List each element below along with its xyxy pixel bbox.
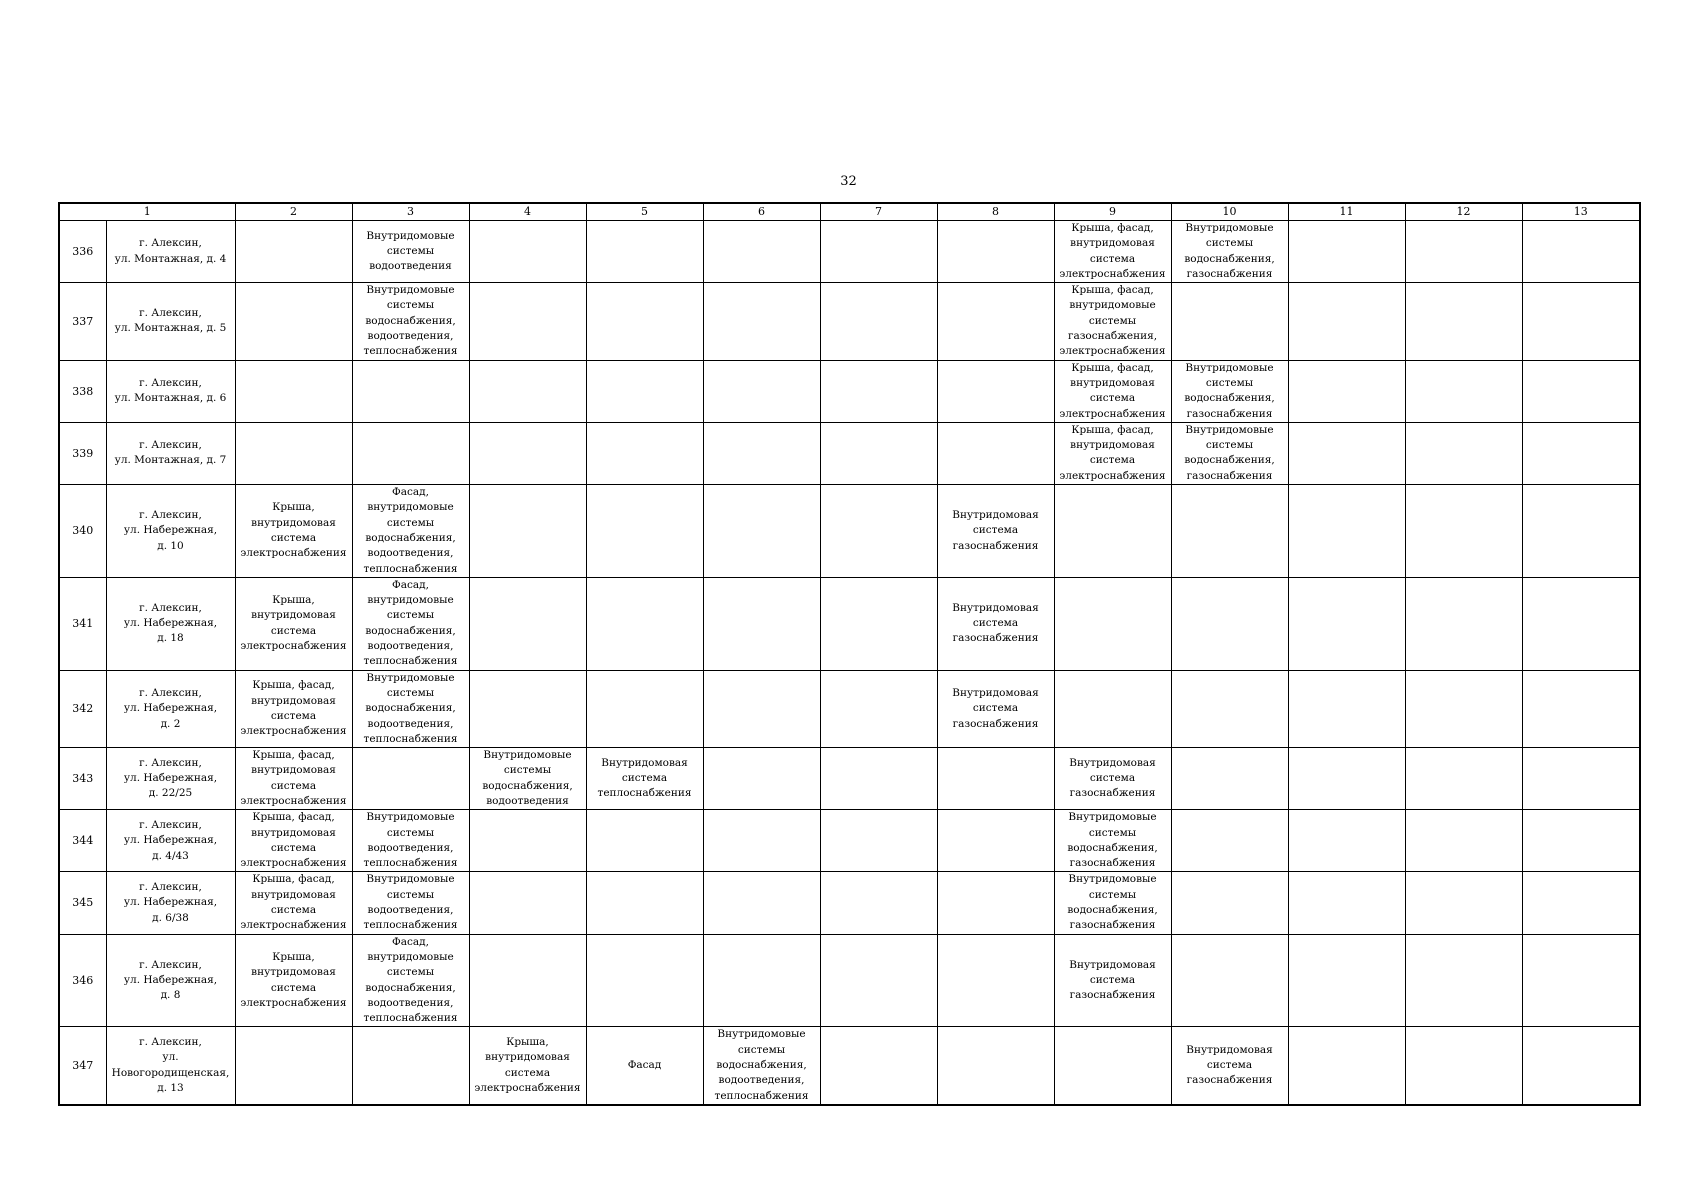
column-header: 2 [235,203,352,221]
work-cell [1405,748,1522,810]
work-cell [1054,485,1171,578]
table-row [59,422,1640,484]
work-cell-text: Крыша, внутридомовая система электроснабжения [240,950,347,1009]
column-header: 7 [820,203,937,221]
address-cell: г. Алексин, ул. Монтажная, д. 4 [106,221,235,283]
row-number-cell: 337 [59,283,106,360]
work-cell [235,670,352,747]
address-cell: г. Алексин, ул. Набережная, д. 10 [106,485,235,578]
work-cell [937,422,1054,484]
work-cell [820,422,937,484]
row-number-cell: 340 [59,485,106,578]
work-cell-text: Крыша, фасад, внутридомовая система электроснабжения [240,873,347,932]
work-cell [1171,283,1288,360]
work-cell [1522,670,1640,747]
table-row [59,748,1640,810]
work-cell [703,422,820,484]
work-cell-text: Внутридомовые системы водоснабжения, водоотведения [482,749,573,807]
table-row [59,934,1640,1027]
page-number: 32 [840,174,857,189]
work-cell [235,872,352,934]
work-cell [586,485,703,578]
work-cell [703,221,820,283]
work-cell [586,360,703,422]
work-cell [469,670,586,747]
work-cell [235,422,352,484]
work-cell [1054,872,1171,934]
work-cell [586,1027,703,1105]
work-cell-text: Внутридомовая система газоснабжения [1186,1043,1273,1087]
work-cell-text: Внутридомовые системы водоотведения [366,229,455,273]
work-cell [820,748,937,810]
work-cell-text: Внутридомовые системы водоотведения, теплоснабжения [363,873,458,932]
work-cell [1171,485,1288,578]
work-cell [1405,221,1522,283]
work-cell-text: Внутридомовая система газоснабжения [1069,958,1156,1002]
address-cell: г. Алексин, ул. Набережная, д. 18 [106,577,235,670]
work-cell [235,934,352,1027]
work-cell [352,810,469,872]
work-cell [1405,872,1522,934]
work-cell [235,360,352,422]
work-cell [469,810,586,872]
address-cell: г. Алексин, ул. Новогородищенская, д. 13 [106,1027,235,1105]
work-cell [1288,748,1405,810]
work-cell [1522,577,1640,670]
work-cell [352,422,469,484]
work-cell [235,577,352,670]
work-cell [235,283,352,360]
work-cell [937,670,1054,747]
work-cell [820,934,937,1027]
work-cell [1054,934,1171,1027]
work-cell-text: Внутридомовые системы водоснабжения, водоотведения, теплоснабжения [363,284,458,358]
work-cell [1054,810,1171,872]
work-cell [1405,422,1522,484]
work-cell [1171,221,1288,283]
column-header: 10 [1171,203,1288,221]
table-row [59,670,1640,747]
work-cell [820,810,937,872]
column-header: 5 [586,203,703,221]
work-cell [1054,221,1171,283]
work-cell [586,934,703,1027]
work-cell-text: Внутридомовые системы водоснабжения, водоотведения, теплоснабжения [714,1028,809,1102]
column-header: 8 [937,203,1054,221]
work-cell [1522,283,1640,360]
work-cell [1522,422,1640,484]
work-cell [1522,485,1640,578]
work-cell [1288,221,1405,283]
work-cell [703,577,820,670]
work-cell [1171,934,1288,1027]
work-cell [937,872,1054,934]
work-cell [937,810,1054,872]
table-row [59,360,1640,422]
address-cell: г. Алексин, ул. Набережная, д. 4/43 [106,810,235,872]
work-cell [937,577,1054,670]
work-cell [937,1027,1054,1105]
work-cell [937,360,1054,422]
work-cell [586,810,703,872]
work-cell [820,221,937,283]
work-cell [1171,360,1288,422]
table-row [59,221,1640,283]
row-number-cell: 344 [59,810,106,872]
work-cell [1288,283,1405,360]
work-cell [1288,1027,1405,1105]
work-cell [469,872,586,934]
work-cell [1054,748,1171,810]
work-cell [586,670,703,747]
work-cell-text: Фасад, внутридомовые системы водоснабжения, водоотведения, теплоснабжения [363,486,458,575]
work-cell [352,1027,469,1105]
work-cell-text: Внутридомовые системы водоснабжения, газоснабжения [1067,811,1158,870]
work-cell [703,670,820,747]
work-cell-text: Внутридомовая система газоснабжения [952,508,1039,552]
address-cell: г. Алексин, ул. Набережная, д. 8 [106,934,235,1027]
work-cell-text: Внутридомовые системы водоснабжения, газоснабжения [1184,423,1275,482]
column-header: 6 [703,203,820,221]
work-cell [469,360,586,422]
work-cell [703,934,820,1027]
table-row [59,1027,1640,1105]
work-cell [820,577,937,670]
work-cell-text: Фасад, внутридомовые системы водоснабжения, водоотведения, теплоснабжения [363,935,458,1025]
address-cell: г. Алексин, ул. Набережная, д. 6/38 [106,872,235,934]
address-cell: г. Алексин, ул. Набережная, д. 2 [106,670,235,747]
work-cell-text: Внутридомовые системы водоснабжения, газоснабжения [1184,222,1275,280]
work-cell [469,221,586,283]
work-cell [1405,485,1522,578]
work-cell [1171,577,1288,670]
work-cell-text: Крыша, фасад, внутридомовая система электроснабжения [1059,222,1166,280]
work-cell [469,422,586,484]
work-cell [235,485,352,578]
row-number-cell: 336 [59,221,106,283]
work-cell [586,577,703,670]
address-cell: г. Алексин, ул. Монтажная, д. 5 [106,283,235,360]
work-cell-text: Крыша, внутридомовая система электроснабжения [474,1036,581,1094]
work-cell [1522,221,1640,283]
column-header: 4 [469,203,586,221]
work-cell [352,485,469,578]
work-cell [703,1027,820,1105]
work-cell-text: Внутридомовые системы водоснабжения, газоснабжения [1067,873,1158,932]
row-number-cell: 338 [59,360,106,422]
work-cell [1054,670,1171,747]
work-cell-text: Крыша, фасад, внутридомовая система электроснабжения [240,749,347,807]
row-number-cell: 345 [59,872,106,934]
work-cell-text: Фасад, внутридомовые системы водоснабжения, водоотведения, теплоснабжения [363,578,458,668]
work-cell [1405,283,1522,360]
column-header: 3 [352,203,469,221]
work-cell [352,221,469,283]
column-header: 13 [1522,203,1640,221]
work-cell [235,810,352,872]
work-cell [703,283,820,360]
work-cell [703,810,820,872]
work-cell [1288,872,1405,934]
work-cell-text: Крыша, фасад, внутридомовые системы газоснабжения, электроснабжения [1059,284,1166,358]
column-header: 12 [1405,203,1522,221]
work-cell [1054,360,1171,422]
table-row [59,810,1640,872]
work-cell-text: Внутридомовые системы водоснабжения, водоотведения, теплоснабжения [363,671,458,745]
column-header: 11 [1288,203,1405,221]
work-cell [469,1027,586,1105]
row-number-cell: 342 [59,670,106,747]
work-cell-text: Внутридомовая система газоснабжения [1069,756,1156,800]
work-cell [1288,934,1405,1027]
work-cell-text: Крыша, фасад, внутридомовая система электроснабжения [1059,423,1166,482]
work-cell [1171,872,1288,934]
work-cell [1054,422,1171,484]
work-cell [937,748,1054,810]
work-cell [820,360,937,422]
work-cell [1171,1027,1288,1105]
work-cell [469,748,586,810]
work-cell [1288,422,1405,484]
work-cell [1054,1027,1171,1105]
work-cell [1405,360,1522,422]
work-cell [1522,1027,1640,1105]
work-cell [586,422,703,484]
row-number-cell: 339 [59,422,106,484]
work-cell [1288,810,1405,872]
work-cell [586,221,703,283]
work-cell [1405,934,1522,1027]
work-cell [703,872,820,934]
work-cell [937,485,1054,578]
work-cell-text: Фасад [627,1059,662,1072]
work-cell [1522,748,1640,810]
work-cell [235,221,352,283]
row-number-cell: 343 [59,748,106,810]
work-cell [1288,577,1405,670]
work-cell [235,748,352,810]
work-cell [1171,422,1288,484]
work-cell-text: Внутридомовая система газоснабжения [952,601,1039,645]
work-cell [1288,360,1405,422]
work-cell [352,360,469,422]
work-cell [469,934,586,1027]
work-cell [469,485,586,578]
work-cell-text: Крыша, фасад, внутридомовая система электроснабжения [1059,361,1166,420]
work-cell [1405,1027,1522,1105]
header-row [59,203,1640,221]
work-cell [352,934,469,1027]
work-cell [703,485,820,578]
work-cell [1522,810,1640,872]
address-cell: г. Алексин, ул. Набережная, д. 22/25 [106,748,235,810]
work-cell-text: Крыша, внутридомовая система электроснабжения [240,594,347,653]
work-cell [352,283,469,360]
work-cell-text: Внутридомовая система теплоснабжения [597,756,692,800]
work-cell [937,934,1054,1027]
work-cell-text: Внутридомовые системы водоснабжения, газоснабжения [1184,361,1275,420]
work-cell [1171,810,1288,872]
work-cell-text: Крыша, фасад, внутридомовая система электроснабжения [240,811,347,870]
row-number-cell: 347 [59,1027,106,1105]
work-cell [352,670,469,747]
work-cell [1054,577,1171,670]
work-cell [586,872,703,934]
repair-schedule-table [58,202,1641,1106]
address-cell: г. Алексин, ул. Монтажная, д. 7 [106,422,235,484]
address-cell: г. Алексин, ул. Монтажная, д. 6 [106,360,235,422]
table-row [59,577,1640,670]
work-cell [1171,670,1288,747]
work-cell-text: Внутридомовые системы водоотведения, теплоснабжения [363,811,458,870]
row-number-cell: 346 [59,934,106,1027]
work-cell [1522,872,1640,934]
work-cell [352,577,469,670]
work-cell [1171,748,1288,810]
work-cell [820,283,937,360]
work-cell [469,577,586,670]
work-cell [703,360,820,422]
work-cell [820,485,937,578]
column-header: 9 [1054,203,1171,221]
work-cell [1054,283,1171,360]
work-cell [235,1027,352,1105]
work-cell [1405,577,1522,670]
work-cell [586,748,703,810]
work-cell [1288,485,1405,578]
work-cell-text: Внутридомовая система газоснабжения [952,686,1039,730]
work-cell [352,748,469,810]
work-cell [703,748,820,810]
table-row [59,485,1640,578]
column-header: 1 [59,203,235,221]
table-row [59,283,1640,360]
work-cell [820,670,937,747]
work-cell [1522,360,1640,422]
work-cell [1522,934,1640,1027]
work-cell [1405,810,1522,872]
work-cell [1288,670,1405,747]
table-row [59,872,1640,934]
work-cell [937,283,1054,360]
work-cell [352,872,469,934]
work-cell [469,283,586,360]
row-number-cell: 341 [59,577,106,670]
work-cell-text: Крыша, фасад, внутридомовая система электроснабжения [240,679,347,738]
work-cell [937,221,1054,283]
work-cell-text: Крыша, внутридомовая система электроснабжения [240,501,347,560]
work-cell [1405,670,1522,747]
work-cell [820,872,937,934]
work-cell [586,283,703,360]
work-cell [820,1027,937,1105]
